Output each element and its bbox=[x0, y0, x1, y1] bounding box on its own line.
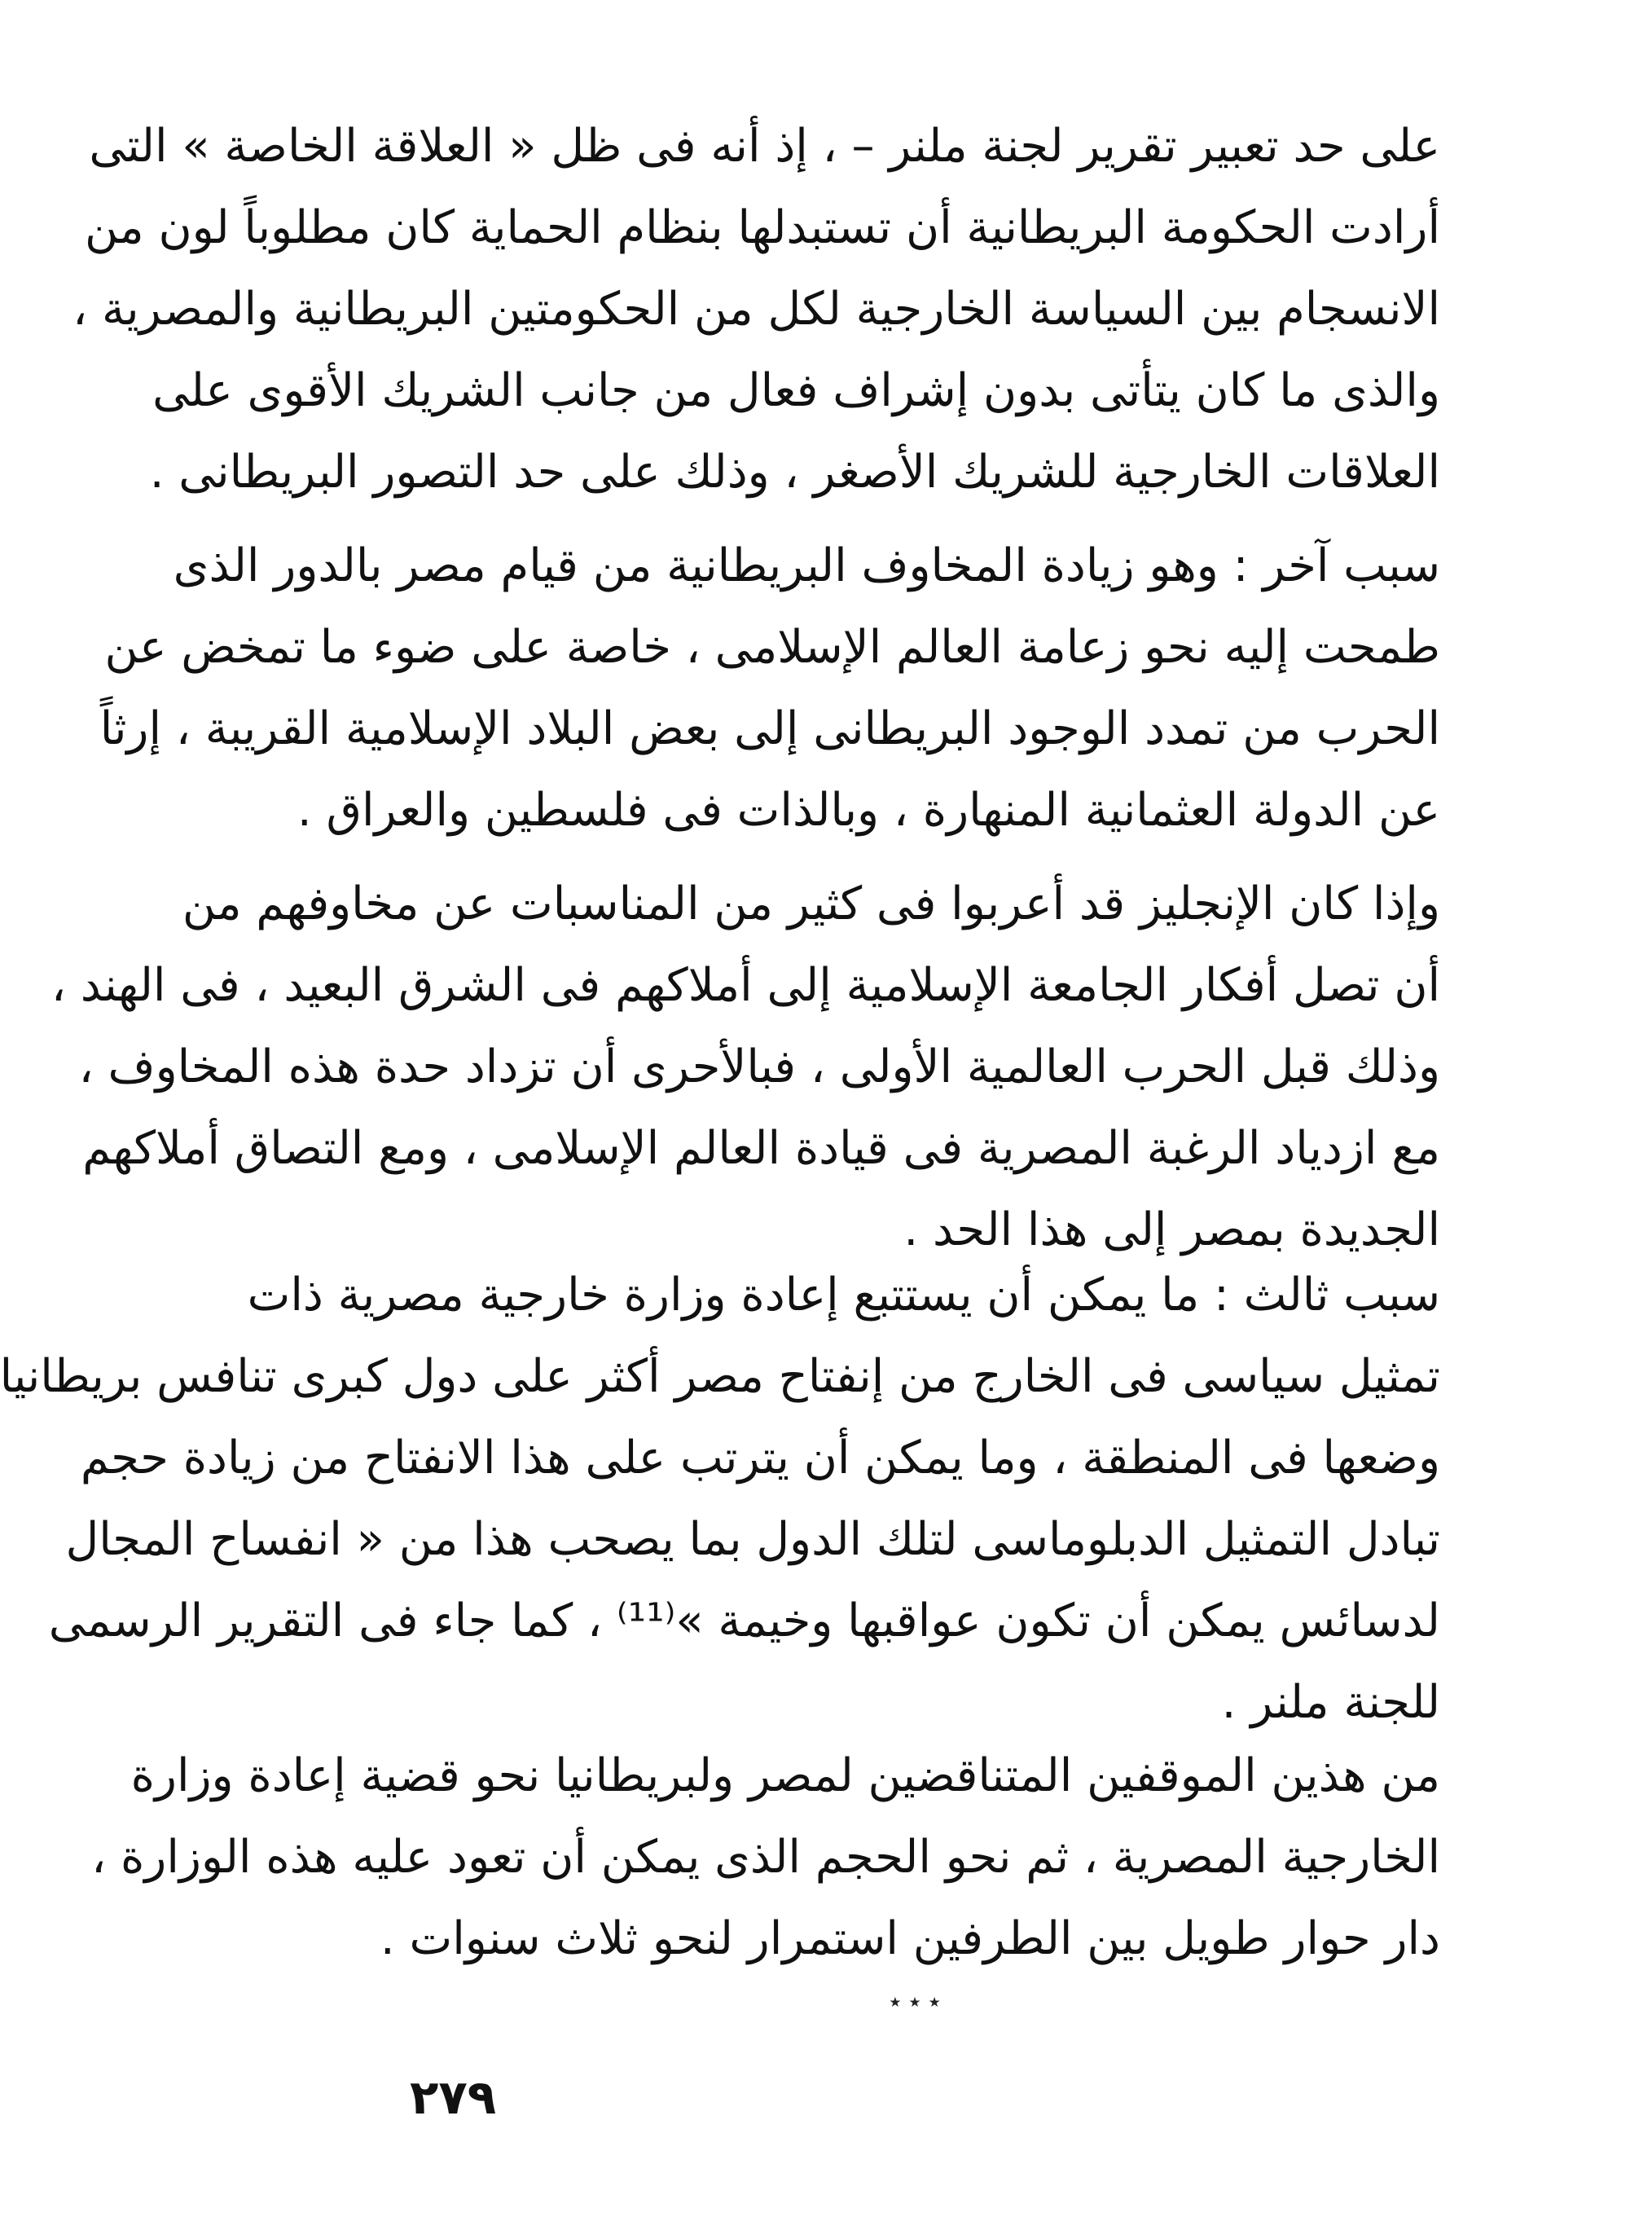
text-line: أرادت الحكومة البريطانية أن تستبدلها بنظام الحماية كان مطلوباً لون من bbox=[85, 201, 1440, 254]
text-line: سبب آخر : وهو زيادة المخاوف البريطانية من قيام مصر بالدور الذى bbox=[173, 539, 1440, 592]
text-line: وذلك قبل الحرب العالمية الأولى ، فبالأحرى أن تزداد حدة هذه المخاوف ، bbox=[78, 1040, 1440, 1093]
text-line: أن تصل أفكار الجامعة الإسلامية إلى أملاكهم فى الشرق البعيد ، فى الهند ، bbox=[51, 959, 1440, 1012]
text-line: دار حوار طويل بين الطرفين استمرار لنحو ثلاث سنوات . bbox=[380, 1912, 1440, 1965]
text-line: العلاقات الخارجية للشريك الأصغر ، وذلك على حد التصور البريطانى . bbox=[149, 446, 1440, 499]
text-line: الحرب من تمدد الوجود البريطانى إلى بعض البلاد الإسلامية القريبة ، إرثاً bbox=[99, 702, 1440, 755]
text-line: تبادل التمثيل الدبلوماسى لتلك الدول بما يصحب هذا من « انفساح المجال bbox=[65, 1513, 1440, 1566]
text-line: الجديدة بمصر إلى هذا الحد . bbox=[903, 1203, 1440, 1256]
text-line: الخارجية المصرية ، ثم نحو الحجم الذى يمكن أن تعود عليه هذه الوزارة ، bbox=[91, 1831, 1440, 1884]
paragraph-1 bbox=[72, 106, 1440, 513]
text-line: وإذا كان الإنجليز قد أعربوا فى كثير من المناسبات عن مخاوفهم من bbox=[182, 877, 1440, 930]
paragraph-3 bbox=[51, 864, 1440, 1271]
text-line: الانسجام بين السياسة الخارجية لكل من الحكومتين البريطانية والمصرية ، bbox=[72, 283, 1440, 336]
text-line: والذى ما كان يتأتى بدون إشراف فعال من جانب الشريك الأقوى على bbox=[152, 364, 1440, 417]
text-line: لدسائس يمكن أن تكون عواقبها وخيمة »⁽¹¹⁾ ، كما جاء فى التقرير الرسمى bbox=[48, 1594, 1440, 1647]
text-line: عن الدولة العثمانية المنهارة ، وبالذات فى فلسطين والعراق . bbox=[297, 784, 1440, 837]
section-ornament: ٭ ٭ ٭ bbox=[889, 1988, 941, 2015]
text-line: للجنة ملنر . bbox=[1221, 1676, 1440, 1729]
text-line: على حد تعبير تقرير لجنة ملنر – ، إذ أنه فى ظل « العلاقة الخاصة » التى bbox=[89, 120, 1440, 173]
paragraph-5 bbox=[91, 1735, 1440, 1980]
text-line: وضعها فى المنطقة ، وما يمكن أن يترتب على هذا الانفتاح من زيادة حجم bbox=[80, 1432, 1440, 1484]
text-line: طمحت إليه نحو زعامة العالم الإسلامى ، خاصة على ضوء ما تمخض عن bbox=[104, 621, 1440, 674]
page-number: ٢٧٩ bbox=[410, 2069, 497, 2125]
paragraph-2 bbox=[99, 526, 1440, 851]
text-line: تمثيل سياسى فى الخارج من إنفتاح مصر أكثر على دول كبرى تنافس بريطانيا bbox=[0, 1350, 1440, 1403]
text-line: مع ازدياد الرغبة المصرية فى قيادة العالم الإسلامى ، ومع التصاق أملاكهم bbox=[82, 1122, 1440, 1175]
text-line: سبب ثالث : ما يمكن أن يستتبع إعادة وزارة خارجية مصرية ذات bbox=[247, 1269, 1440, 1322]
paragraph-4 bbox=[0, 1255, 1440, 1744]
text-line: من هذين الموقفين المتناقضين لمصر ولبريطانيا نحو قضية إعادة وزارة bbox=[130, 1749, 1440, 1802]
